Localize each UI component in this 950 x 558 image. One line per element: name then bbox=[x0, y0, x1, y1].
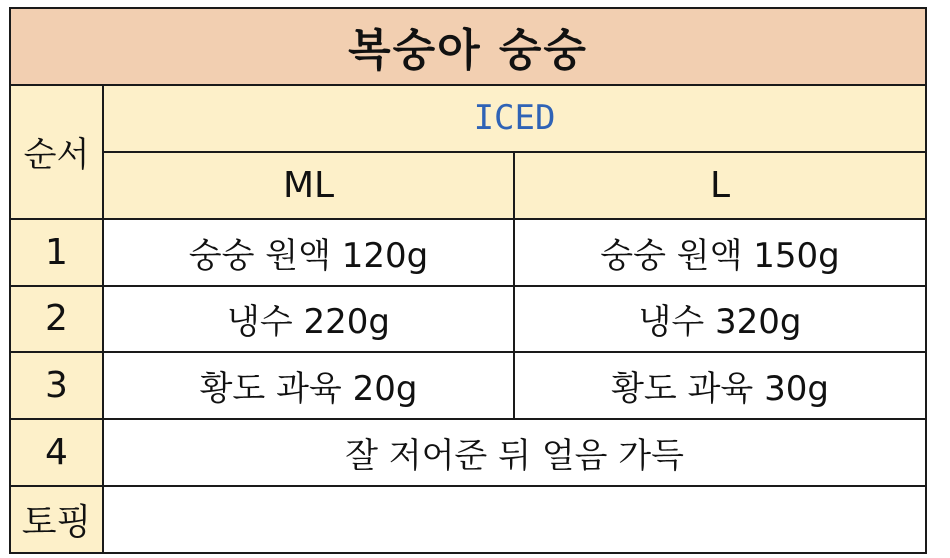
iced-header: ICED bbox=[103, 85, 926, 152]
step-row-3 bbox=[10, 352, 926, 419]
recipe-title: 복숭아 숭숭 bbox=[10, 8, 926, 85]
size-header-ml: ML bbox=[103, 152, 514, 219]
step-ml-amount: 황도 과육 20g bbox=[103, 352, 514, 419]
step-number: 4 bbox=[10, 419, 103, 486]
size-header-l: L bbox=[514, 152, 926, 219]
step-number: 2 bbox=[10, 286, 103, 353]
topping-value bbox=[103, 486, 926, 553]
step-number: 1 bbox=[10, 219, 103, 286]
step-l-amount: 황도 과육 30g bbox=[514, 352, 926, 419]
step-row-2 bbox=[10, 286, 926, 353]
topping-row bbox=[10, 486, 926, 553]
size-header-row bbox=[10, 152, 926, 219]
step-ml-amount: 냉수 220g bbox=[103, 286, 514, 353]
step-row-4 bbox=[10, 419, 926, 486]
iced-header-row bbox=[10, 85, 926, 152]
title-row bbox=[10, 8, 926, 85]
step-l-amount: 숭숭 원액 150g bbox=[514, 219, 926, 286]
topping-label: 토핑 bbox=[10, 486, 103, 553]
recipe-table bbox=[9, 7, 927, 554]
step-instruction: 잘 저어준 뒤 얼음 가득 bbox=[103, 419, 926, 486]
step-l-amount: 냉수 320g bbox=[514, 286, 926, 353]
step-ml-amount: 숭숭 원액 120g bbox=[103, 219, 514, 286]
step-row-1 bbox=[10, 219, 926, 286]
step-number: 3 bbox=[10, 352, 103, 419]
order-header: 순서 bbox=[10, 85, 103, 219]
